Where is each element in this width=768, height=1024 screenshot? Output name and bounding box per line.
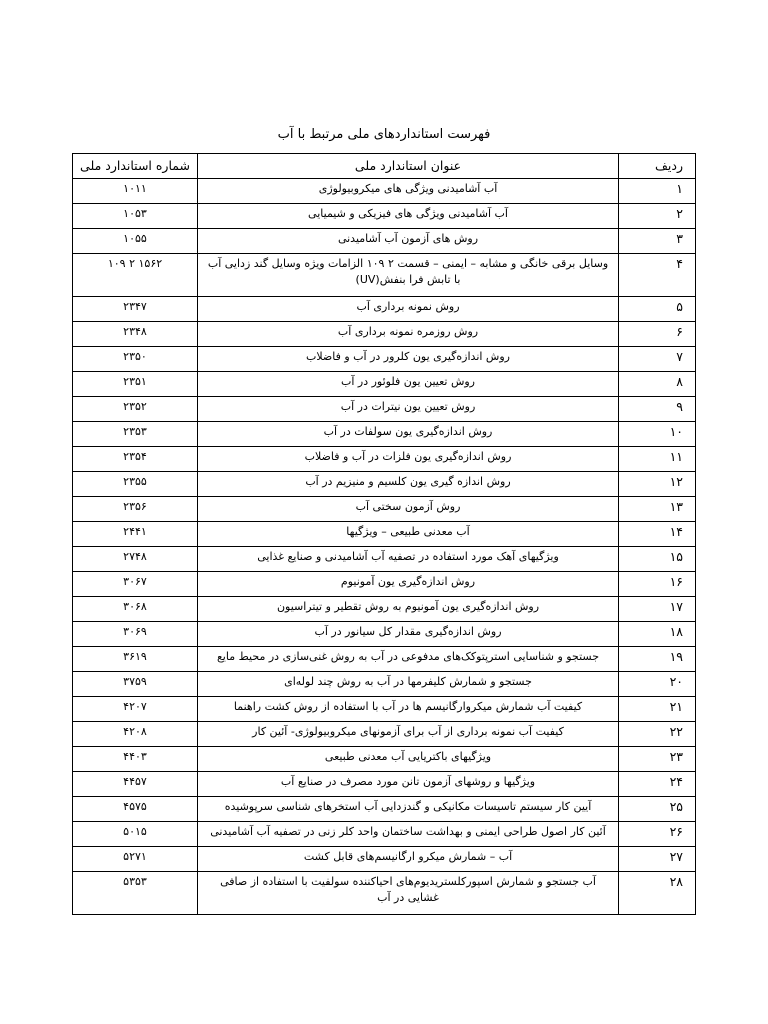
standard-title-cell: روش اندازه‌گیری مقدار کل سیانور در آب [198,622,619,647]
standard-title-cell: روش اندازه‌گیری یون آمونیوم [198,572,619,597]
standard-title-cell: جستجو و شناسایی استرپتوکک‌های مدفوعی در آب به روش غنی‌سازی در محیط مایع [198,647,619,672]
standard-title-cell: آب آشامیدنی ویژگی های فیزیکی و شیمیایی [198,204,619,229]
row-number-cell: ۷ [619,347,696,372]
standard-number-cell: ۲۳۵۲ [73,397,198,422]
table-row [73,672,696,697]
standard-number-cell: ۳۷۵۹ [73,672,198,697]
row-number-cell: ۲۶ [619,822,696,847]
standard-number-cell: ۲۳۵۰ [73,347,198,372]
table-row [73,647,696,672]
standard-title-cell: ویژگیها و روشهای آزمون تانن مورد مصرف در صنایع آب [198,772,619,797]
row-number-cell: ۱۸ [619,622,696,647]
standard-title-cell: آیین کار سیستم تاسیسات مکانیکی و گندزدایی آب استخرهای شناسی سرپوشیده [198,797,619,822]
table-row [73,229,696,254]
standard-title-cell: روش اندازه گیری یون کلسیم و منیزیم در آب [198,472,619,497]
standard-title-cell: آب جستجو و شمارش اسپورکلستریدیوم‌های احیاکننده سولفیت با استفاده از صافی غشایی در آب [198,872,619,915]
row-number-cell: ۲۵ [619,797,696,822]
table-row [73,347,696,372]
table-row [73,497,696,522]
row-number-cell: ۲۳ [619,747,696,772]
table-row [73,297,696,322]
standard-title-cell: کیفیت آب نمونه برداری از آب برای آزمونهای میکروبیولوژی- آئین کار [198,722,619,747]
standard-title-cell: وسایل برقی خانگی و مشابه – ایمنی – قسمت ۲ ۱۰۹ الزامات ویژه وسایل گند زدایی آب با تابش فرا بنفش(UV) [198,254,619,297]
table-row [73,547,696,572]
standard-title-cell: روش آزمون سختی آب [198,497,619,522]
standard-number-cell: ۱۰۱۱ [73,179,198,204]
row-number-cell: ۸ [619,372,696,397]
standard-number-cell: ۴۲۰۸ [73,722,198,747]
header-standard-title: عنوان استاندارد ملی [198,154,619,179]
table-row [73,722,696,747]
standard-title-cell: آب معدنی طبیعی – ویژگیها [198,522,619,547]
document-title: فهرست استانداردهای ملی مرتبط با آب [277,127,491,142]
standard-title-cell: روش اندازه‌گیری یون کلرور در آب و فاضلاب [198,347,619,372]
table-row [73,772,696,797]
standard-number-cell: ۳۰۶۸ [73,597,198,622]
row-number-cell: ۲۸ [619,872,696,915]
standard-number-cell: ۲۳۵۴ [73,447,198,472]
table-row [73,204,696,229]
standard-number-cell: ۲۳۴۷ [73,297,198,322]
row-number-cell: ۱۲ [619,472,696,497]
standard-title-cell: آب – شمارش میکرو ارگانیسم‌های قابل کشت [198,847,619,872]
table-row [73,472,696,497]
table-row [73,622,696,647]
standard-number-cell: ۳۰۶۹ [73,622,198,647]
standard-title-cell: روش تعیین یون فلوئور در آب [198,372,619,397]
row-number-cell: ۲۲ [619,722,696,747]
standard-number-cell: ۴۲۰۷ [73,697,198,722]
table-row [73,397,696,422]
standard-title-cell: کیفیت آب شمارش میکروارگانیسم ها در آب با استفاده از روش کشت راهنما [198,697,619,722]
row-number-cell: ۲۴ [619,772,696,797]
table-row [73,822,696,847]
standard-title-cell: روش اندازه‌گیری یون آمونیوم به روش تقطیر و تیتراسیون [198,597,619,622]
standard-number-cell: ۴۴۵۷ [73,772,198,797]
standard-number-cell: ۱۰۵۵ [73,229,198,254]
row-number-cell: ۱۹ [619,647,696,672]
row-number-cell: ۲۰ [619,672,696,697]
standard-title-cell: آب آشامیدنی ویژگی های میکروبیولوژی [198,179,619,204]
table-header-row [73,154,696,179]
standard-title-cell: روش نمونه برداری آب [198,297,619,322]
standard-number-cell: ۴۴۰۳ [73,747,198,772]
table-row [73,422,696,447]
table-row [73,254,696,297]
standard-number-cell: ۱۰۵۳ [73,204,198,229]
standard-number-cell: ۳۶۱۹ [73,647,198,672]
row-number-cell: ۵ [619,297,696,322]
row-number-cell: ۶ [619,322,696,347]
standard-title-cell: ویژگیهای آهک مورد استفاده در تصفیه آب آشامیدنی و صنایع غذایی [198,547,619,572]
standard-number-cell: ۲۷۴۸ [73,547,198,572]
row-number-cell: ۹ [619,397,696,422]
row-number-cell: ۱۳ [619,497,696,522]
standard-number-cell: ۵۰۱۵ [73,822,198,847]
standard-number-cell: ۴۵۷۵ [73,797,198,822]
table-row [73,872,696,915]
table-row [73,572,696,597]
table-row [73,797,696,822]
standard-number-cell: ۲۴۴۱ [73,522,198,547]
header-standard-number: شماره استاندارد ملی [73,154,198,179]
row-number-cell: ۱۶ [619,572,696,597]
standard-number-cell: ۲۳۵۱ [73,372,198,397]
row-number-cell: ۴ [619,254,696,297]
table-row [73,372,696,397]
table-row [73,847,696,872]
table-row [73,447,696,472]
standards-table [72,153,696,915]
row-number-cell: ۱ [619,179,696,204]
table-row [73,597,696,622]
table-row [73,522,696,547]
table-body [73,179,696,915]
standard-title-cell: ویژگیهای باکتریایی آب معدنی طبیعی [198,747,619,772]
standard-number-cell: ۲۳۵۵ [73,472,198,497]
row-number-cell: ۲۷ [619,847,696,872]
table-row [73,322,696,347]
table-row [73,179,696,204]
standard-title-cell: روش های آزمون آب آشامیدنی [198,229,619,254]
row-number-cell: ۲۱ [619,697,696,722]
row-number-cell: ۲ [619,204,696,229]
standard-number-cell: ۳۰۶۷ [73,572,198,597]
standard-title-cell: روش اندازه‌گیری یون سولفات در آب [198,422,619,447]
standard-title-cell: آئین کار اصول طراحی ایمنی و بهداشت ساختمان واحد کلر زنی در تصفیه آب آشامیدنی [198,822,619,847]
row-number-cell: ۱۰ [619,422,696,447]
standard-title-cell: روش روزمره نمونه برداری آب [198,322,619,347]
table-row [73,697,696,722]
standard-number-cell: ۵۲۷۱ [73,847,198,872]
row-number-cell: ۱۷ [619,597,696,622]
header-row-number: ردیف [619,154,696,179]
row-number-cell: ۳ [619,229,696,254]
row-number-cell: ۱۵ [619,547,696,572]
standard-number-cell: ۱۵۶۲ ۲ ۱۰۹ [73,254,198,297]
standard-title-cell: روش اندازه‌گیری یون فلزات در آب و فاضلاب [198,447,619,472]
standard-title-cell: جستجو و شمارش کلیفرمها در آب به روش چند لوله‌ای [198,672,619,697]
row-number-cell: ۱۴ [619,522,696,547]
standard-number-cell: ۲۳۵۶ [73,497,198,522]
standard-number-cell: ۲۳۵۳ [73,422,198,447]
row-number-cell: ۱۱ [619,447,696,472]
standard-title-cell: روش تعیین یون نیترات در آب [198,397,619,422]
standard-number-cell: ۵۳۵۳ [73,872,198,915]
table-row [73,747,696,772]
standard-number-cell: ۲۳۴۸ [73,322,198,347]
